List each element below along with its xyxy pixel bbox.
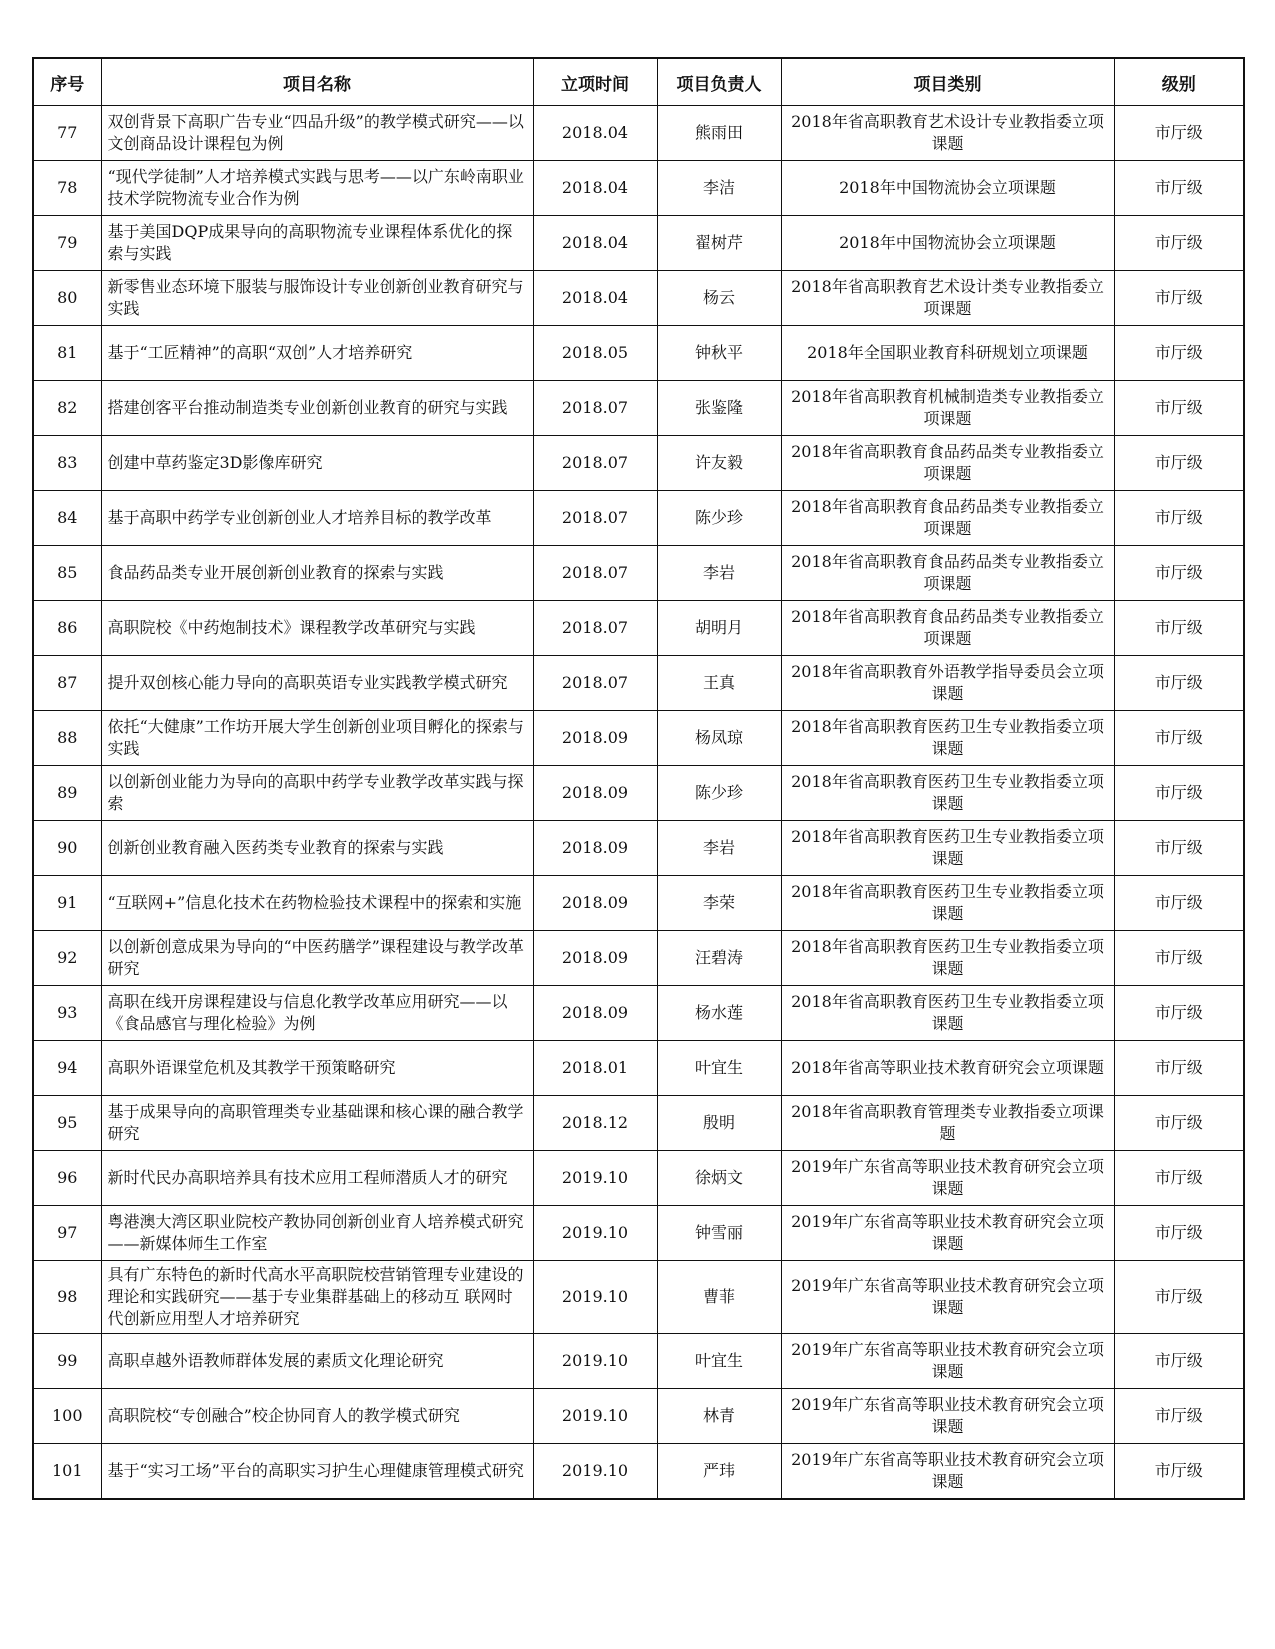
header-date: 立项时间 [533,58,657,106]
table-row [33,271,1244,326]
cell-leader: 张鉴隆 [657,381,781,436]
cell-index: 90 [33,821,101,876]
cell-date: 2019.10 [533,1334,657,1389]
cell-index: 91 [33,876,101,931]
document-page [32,57,1243,1500]
table-row [33,1206,1244,1261]
table-row [33,656,1244,711]
cell-date: 2018.09 [533,931,657,986]
table-row [33,1389,1244,1444]
cell-date: 2018.04 [533,106,657,161]
cell-level: 市厅级 [1114,1096,1244,1151]
cell-category: 2018年省高职教育机械制造类专业教指委立项课题 [781,381,1114,436]
cell-project-name: 高职在线开房课程建设与信息化教学改革应用研究——以《食品感官与理化检验》为例 [101,986,533,1041]
cell-leader: 王真 [657,656,781,711]
cell-project-name: 搭建创客平台推动制造类专业创新创业教育的研究与实践 [101,381,533,436]
cell-category: 2018年省高职教育艺术设计类专业教指委立项课题 [781,271,1114,326]
cell-project-name: 高职卓越外语教师群体发展的素质文化理论研究 [101,1334,533,1389]
cell-index: 99 [33,1334,101,1389]
cell-level: 市厅级 [1114,271,1244,326]
cell-category: 2018年省高职教育食品药品类专业教指委立项课题 [781,436,1114,491]
cell-date: 2018.07 [533,601,657,656]
cell-level: 市厅级 [1114,876,1244,931]
cell-leader: 李岩 [657,821,781,876]
cell-project-name: 双创背景下高职广告专业“四品升级”的教学模式研究——以文创商品设计课程包为例 [101,106,533,161]
cell-level: 市厅级 [1114,546,1244,601]
cell-category: 2018年省高职教育医药卫生专业教指委立项课题 [781,711,1114,766]
cell-level: 市厅级 [1114,821,1244,876]
cell-index: 92 [33,931,101,986]
cell-category: 2018年省高职教育食品药品类专业教指委立项课题 [781,491,1114,546]
cell-index: 94 [33,1041,101,1096]
table-row [33,1151,1244,1206]
cell-index: 82 [33,381,101,436]
cell-index: 86 [33,601,101,656]
cell-category: 2018年省高职教育医药卫生专业教指委立项课题 [781,931,1114,986]
cell-level: 市厅级 [1114,711,1244,766]
cell-level: 市厅级 [1114,931,1244,986]
cell-category: 2019年广东省高等职业技术教育研究会立项课题 [781,1389,1114,1444]
cell-index: 95 [33,1096,101,1151]
cell-category: 2018年全国职业教育科研规划立项课题 [781,326,1114,381]
cell-level: 市厅级 [1114,986,1244,1041]
header-index: 序号 [33,58,101,106]
cell-project-name: 基于“实习工场”平台的高职实习护生心理健康管理模式研究 [101,1444,533,1500]
table-body [33,106,1244,1500]
cell-category: 2018年省高职教育医药卫生专业教指委立项课题 [781,986,1114,1041]
cell-project-name: 创建中草药鉴定3D影像库研究 [101,436,533,491]
table-row [33,326,1244,381]
cell-level: 市厅级 [1114,216,1244,271]
cell-index: 88 [33,711,101,766]
cell-leader: 李洁 [657,161,781,216]
cell-index: 93 [33,986,101,1041]
cell-project-name: 新时代民办高职培养具有技术应用工程师潜质人才的研究 [101,1151,533,1206]
cell-leader: 陈少珍 [657,766,781,821]
header-category: 项目类别 [781,58,1114,106]
cell-project-name: 以创新创意成果为导向的“中医药膳学”课程建设与教学改革研究 [101,931,533,986]
cell-date: 2018.05 [533,326,657,381]
table-row [33,436,1244,491]
cell-date: 2018.07 [533,491,657,546]
table-row [33,546,1244,601]
cell-category: 2018年省高职教育外语教学指导委员会立项课题 [781,656,1114,711]
cell-index: 96 [33,1151,101,1206]
cell-project-name: 提升双创核心能力导向的高职英语专业实践教学模式研究 [101,656,533,711]
cell-index: 89 [33,766,101,821]
cell-date: 2019.10 [533,1206,657,1261]
table-row [33,1096,1244,1151]
cell-index: 83 [33,436,101,491]
cell-level: 市厅级 [1114,491,1244,546]
cell-project-name: 粤港澳大湾区职业院校产教协同创新创业育人培养模式研究——新媒体师生工作室 [101,1206,533,1261]
cell-leader: 杨云 [657,271,781,326]
header-leader: 项目负责人 [657,58,781,106]
cell-category: 2019年广东省高等职业技术教育研究会立项课题 [781,1444,1114,1500]
cell-date: 2019.10 [533,1444,657,1500]
cell-leader: 钟雪丽 [657,1206,781,1261]
cell-index: 78 [33,161,101,216]
table-row [33,876,1244,931]
cell-category: 2018年省高职教育医药卫生专业教指委立项课题 [781,821,1114,876]
cell-project-name: 依托“大健康”工作坊开展大学生创新创业项目孵化的探索与实践 [101,711,533,766]
cell-date: 2018.01 [533,1041,657,1096]
cell-project-name: 新零售业态环境下服装与服饰设计专业创新创业教育研究与实践 [101,271,533,326]
cell-category: 2018年省高职教育管理类专业教指委立项课题 [781,1096,1114,1151]
cell-leader: 杨水莲 [657,986,781,1041]
cell-leader: 熊雨田 [657,106,781,161]
cell-category: 2018年省高职教育医药卫生专业教指委立项课题 [781,766,1114,821]
cell-leader: 翟树芹 [657,216,781,271]
cell-leader: 陈少珍 [657,491,781,546]
cell-date: 2018.09 [533,986,657,1041]
cell-index: 85 [33,546,101,601]
cell-category: 2018年中国物流协会立项课题 [781,216,1114,271]
cell-date: 2018.07 [533,436,657,491]
cell-date: 2018.04 [533,161,657,216]
cell-leader: 严玮 [657,1444,781,1500]
cell-level: 市厅级 [1114,1151,1244,1206]
cell-date: 2018.09 [533,821,657,876]
cell-index: 81 [33,326,101,381]
table-row [33,216,1244,271]
cell-level: 市厅级 [1114,1389,1244,1444]
cell-level: 市厅级 [1114,1334,1244,1389]
cell-leader: 叶宜生 [657,1334,781,1389]
cell-date: 2018.07 [533,546,657,601]
table-header [33,58,1244,106]
cell-date: 2018.12 [533,1096,657,1151]
header-name: 项目名称 [101,58,533,106]
table-row [33,931,1244,986]
table-row [33,1334,1244,1389]
cell-project-name: 食品药品类专业开展创新创业教育的探索与实践 [101,546,533,601]
cell-date: 2018.07 [533,656,657,711]
cell-level: 市厅级 [1114,1444,1244,1500]
table-row [33,491,1244,546]
cell-date: 2018.09 [533,876,657,931]
cell-project-name: 高职院校《中药炮制技术》课程教学改革研究与实践 [101,601,533,656]
cell-index: 100 [33,1389,101,1444]
cell-leader: 曹菲 [657,1261,781,1334]
cell-level: 市厅级 [1114,601,1244,656]
table-row [33,766,1244,821]
cell-level: 市厅级 [1114,656,1244,711]
cell-category: 2019年广东省高等职业技术教育研究会立项课题 [781,1151,1114,1206]
cell-date: 2019.10 [533,1389,657,1444]
table-row [33,106,1244,161]
cell-project-name: 具有广东特色的新时代高水平高职院校营销管理专业建设的理论和实践研究——基于专业集群基础上的移动互 联网时代创新应用型人才培养研究 [101,1261,533,1334]
cell-leader: 许友毅 [657,436,781,491]
cell-level: 市厅级 [1114,766,1244,821]
cell-project-name: 基于高职中药学专业创新创业人才培养目标的教学改革 [101,491,533,546]
cell-project-name: “现代学徒制”人才培养模式实践与思考——以广东岭南职业技术学院物流专业合作为例 [101,161,533,216]
cell-date: 2018.04 [533,216,657,271]
cell-leader: 胡明月 [657,601,781,656]
cell-index: 77 [33,106,101,161]
cell-date: 2018.07 [533,381,657,436]
project-table [32,57,1245,1500]
cell-leader: 李荣 [657,876,781,931]
cell-index: 97 [33,1206,101,1261]
cell-category: 2018年省高等职业技术教育研究会立项课题 [781,1041,1114,1096]
cell-index: 79 [33,216,101,271]
cell-project-name: 基于“工匠精神”的高职“双创”人才培养研究 [101,326,533,381]
cell-level: 市厅级 [1114,1206,1244,1261]
cell-project-name: 以创新创业能力为导向的高职中药学专业教学改革实践与探索 [101,766,533,821]
cell-project-name: 基于美国DQP成果导向的高职物流专业课程体系优化的探索与实践 [101,216,533,271]
cell-date: 2019.10 [533,1151,657,1206]
cell-category: 2019年广东省高等职业技术教育研究会立项课题 [781,1334,1114,1389]
cell-category: 2018年省高职教育食品药品类专业教指委立项课题 [781,546,1114,601]
table-row [33,1041,1244,1096]
cell-index: 101 [33,1444,101,1500]
table-row [33,161,1244,216]
table-row [33,1261,1244,1334]
cell-level: 市厅级 [1114,106,1244,161]
cell-index: 84 [33,491,101,546]
cell-category: 2018年中国物流协会立项课题 [781,161,1114,216]
cell-leader: 汪碧涛 [657,931,781,986]
cell-leader: 殷明 [657,1096,781,1151]
cell-leader: 李岩 [657,546,781,601]
cell-level: 市厅级 [1114,436,1244,491]
cell-date: 2019.10 [533,1261,657,1334]
cell-category: 2019年广东省高等职业技术教育研究会立项课题 [781,1261,1114,1334]
cell-category: 2018年省高职教育医药卫生专业教指委立项课题 [781,876,1114,931]
cell-level: 市厅级 [1114,381,1244,436]
table-row [33,986,1244,1041]
table-row [33,821,1244,876]
cell-level: 市厅级 [1114,1261,1244,1334]
cell-project-name: 高职外语课堂危机及其教学干预策略研究 [101,1041,533,1096]
table-row [33,1444,1244,1500]
cell-leader: 钟秋平 [657,326,781,381]
cell-level: 市厅级 [1114,161,1244,216]
table-row [33,711,1244,766]
header-row [33,58,1244,106]
table-row [33,601,1244,656]
cell-project-name: 创新创业教育融入医药类专业教育的探索与实践 [101,821,533,876]
cell-date: 2018.04 [533,271,657,326]
cell-category: 2018年省高职教育艺术设计专业教指委立项课题 [781,106,1114,161]
table-row [33,381,1244,436]
cell-date: 2018.09 [533,766,657,821]
header-level: 级别 [1114,58,1244,106]
cell-index: 98 [33,1261,101,1334]
cell-level: 市厅级 [1114,1041,1244,1096]
cell-index: 80 [33,271,101,326]
cell-category: 2019年广东省高等职业技术教育研究会立项课题 [781,1206,1114,1261]
cell-leader: 叶宜生 [657,1041,781,1096]
cell-project-name: 高职院校“专创融合”校企协同育人的教学模式研究 [101,1389,533,1444]
cell-project-name: “互联网+”信息化技术在药物检验技术课程中的探索和实施 [101,876,533,931]
cell-category: 2018年省高职教育食品药品类专业教指委立项课题 [781,601,1114,656]
cell-leader: 徐炳文 [657,1151,781,1206]
cell-level: 市厅级 [1114,326,1244,381]
cell-index: 87 [33,656,101,711]
cell-project-name: 基于成果导向的高职管理类专业基础课和核心课的融合教学研究 [101,1096,533,1151]
cell-leader: 林青 [657,1389,781,1444]
cell-date: 2018.09 [533,711,657,766]
cell-leader: 杨凤琼 [657,711,781,766]
